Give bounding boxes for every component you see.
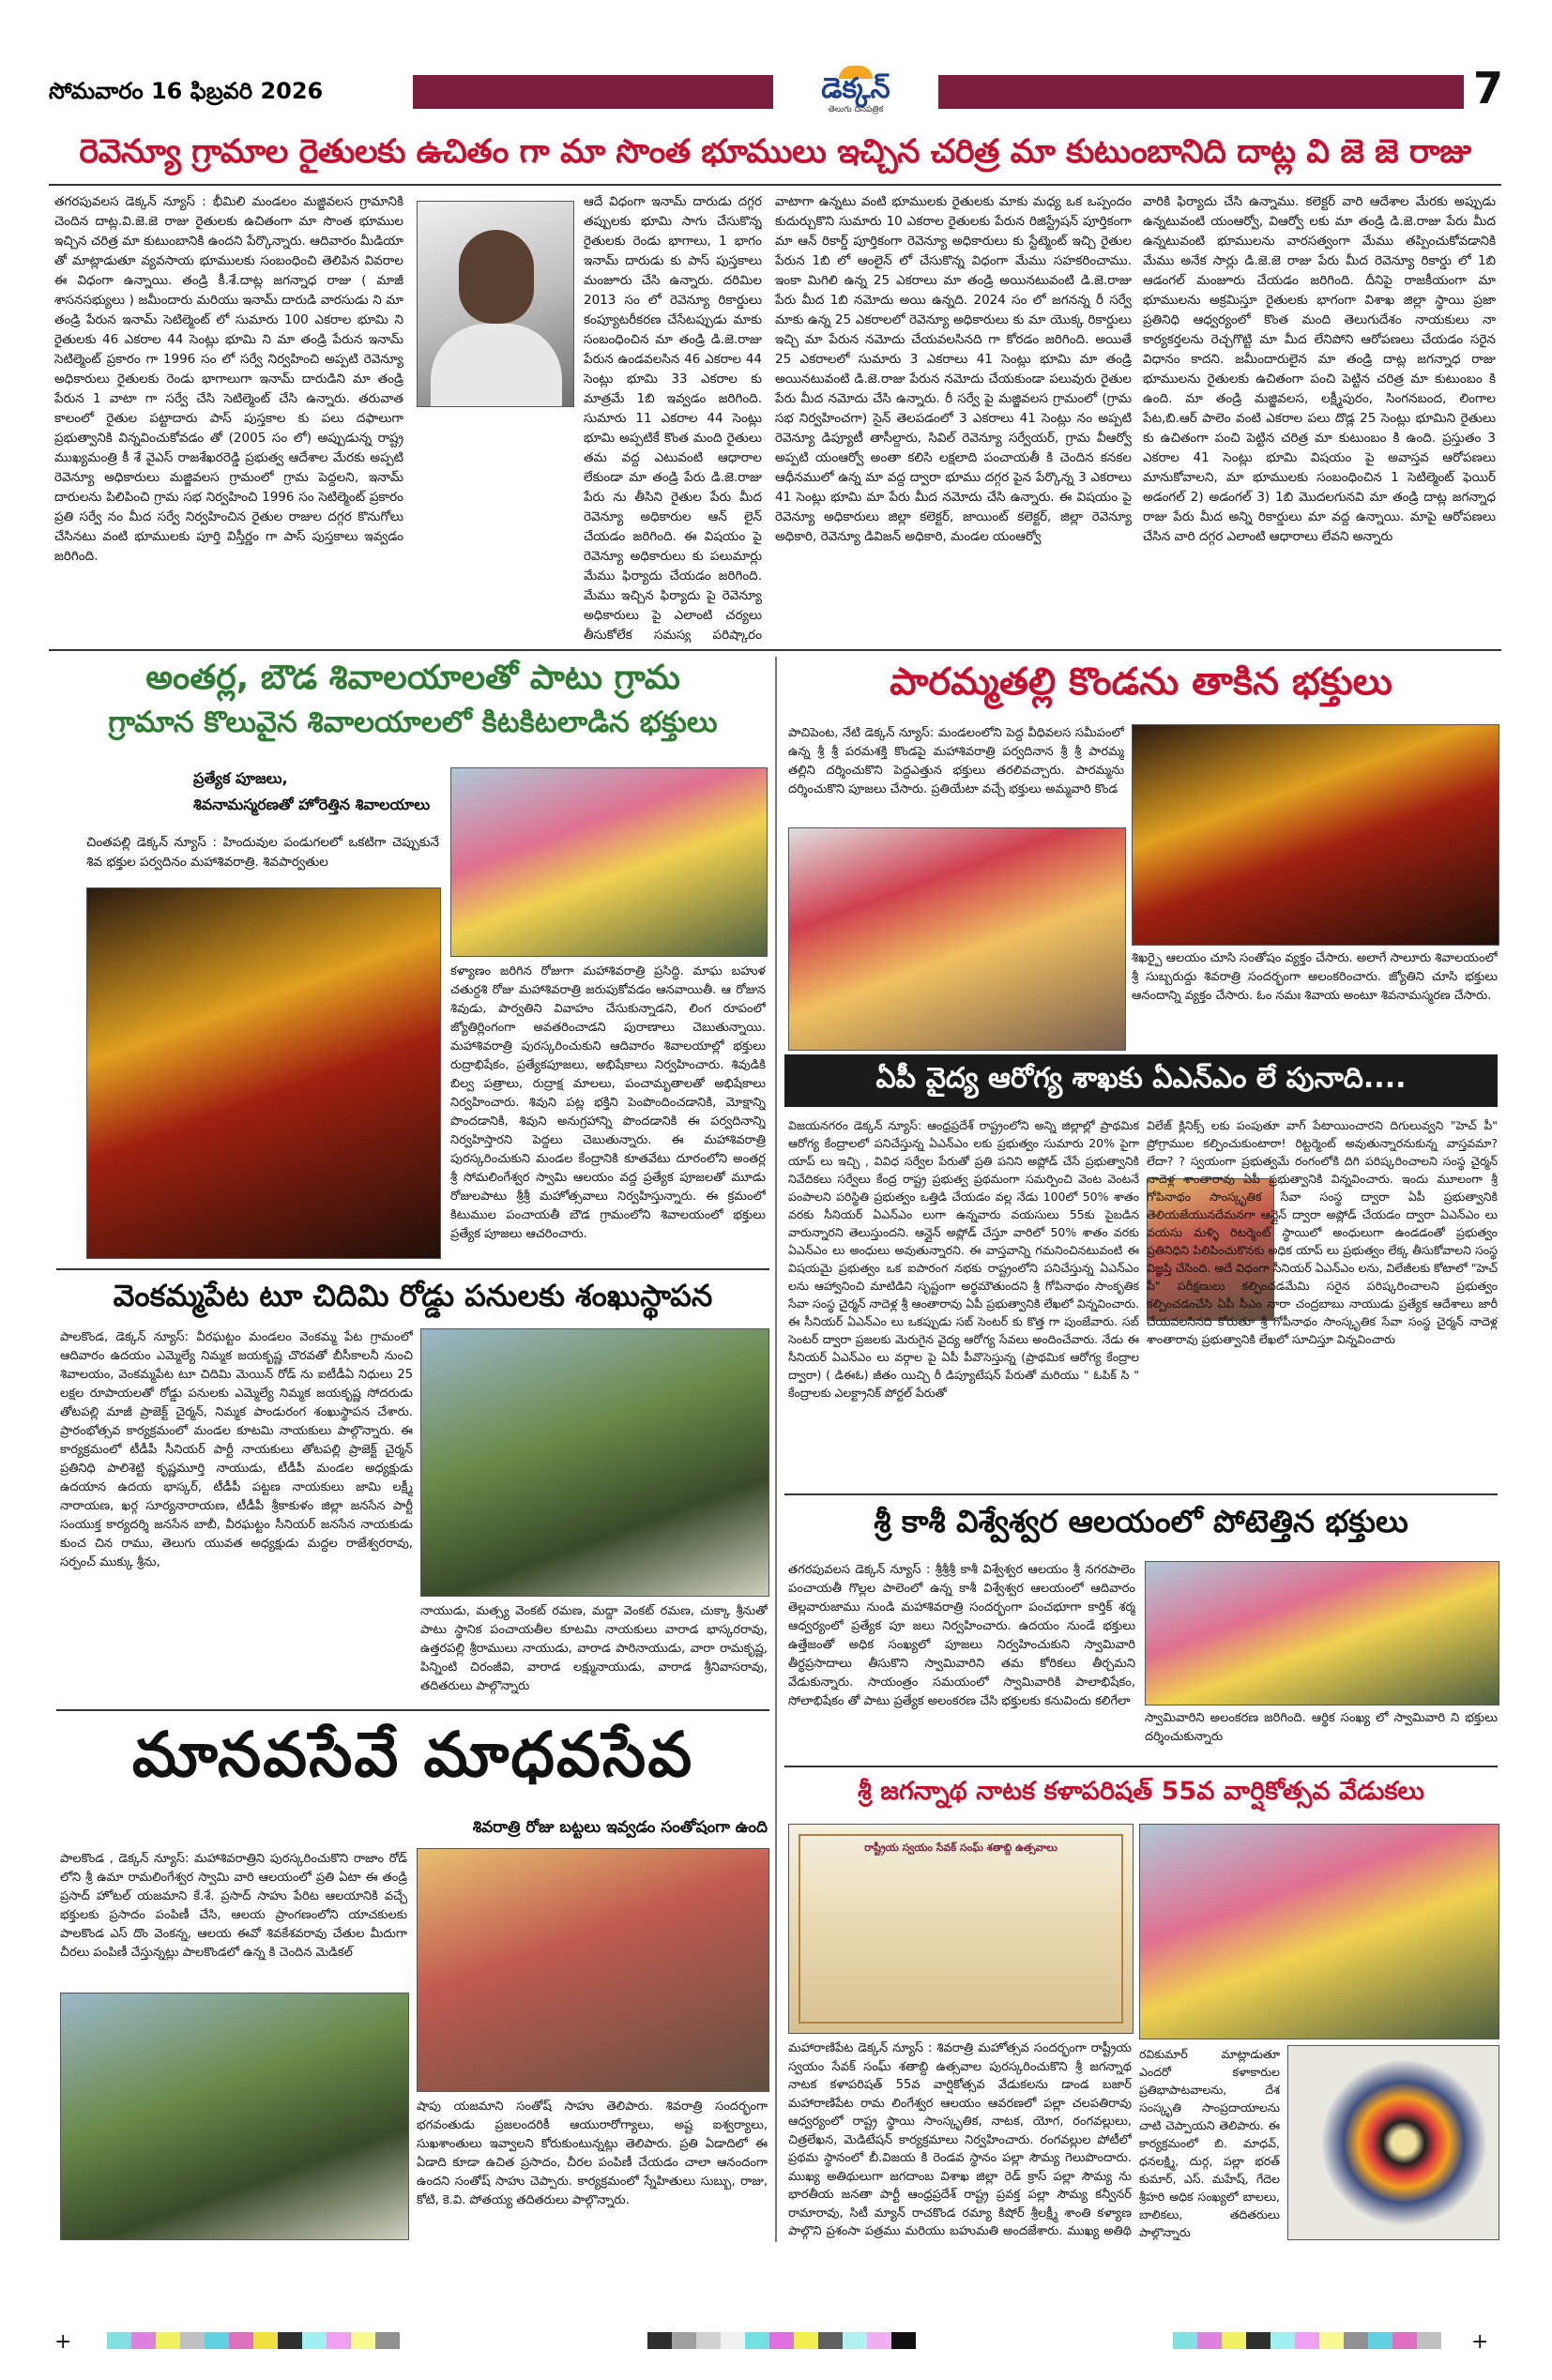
- manava-distribution-photo-2: [60, 1993, 409, 2240]
- lead-portrait-photo: [417, 201, 574, 407]
- lead-rule: [49, 184, 1501, 186]
- venkamma-caption: నాయుడు, మత్స్య వెంకట్ రమణ, మద్దా వెంకట్ రమణ, చుక్కా శ్రీనుతో పాటు స్థానిక పంచాయతీల కూటమి నాయకులు వారాడ భాస్కరరావు, ఉత్తరపల్లి శ్రీరాములు నాయుడు, వారాడ పారినాయుడు, వారా రామకృష్ణ, పిన్నింటి చిరంజీవి, వారాడ లక్ష్మునాయుడు, వారాడ శ్రీనివాసరావు, తదితరులు పాల్గొన్నారు: [420, 1604, 768, 1693]
- kashi-headline: శ్రీ కాశీ విశ్వేశ్వర ఆలయంలో పోటెత్తిన భక్తులు: [874, 1503, 1408, 1539]
- page-number: 7: [1472, 63, 1503, 114]
- portrait-face: [459, 230, 534, 324]
- jagannadha-headline: శ్రీ జగన్నాథ నాటక కళాపరిషత్ 55వ వార్షికోత్సవ వేడుకలు: [858, 1777, 1424, 1806]
- lead-bottom-rule: [49, 649, 1501, 651]
- manava-distribution-photo-1: [417, 1848, 769, 2092]
- manava-caption: షాపు యజమాని సంతోష్ సాహు తెలిపారు. శివరాత్రి సందర్భంగా భగవంతుడు ప్రజలందరికీ ఆయురారోగ్యాలు, అష్ట ఐశ్వర్యాలు, సుఖశాంతులు ఇవ్వాలని కోరుకుంటున్నట్లు తెలిపారు. ప్రతి ఏడాదిలో ఈ ఏడాది కూడా ఉచిత ప్రసాదం, చీరల పంపిణీ చేయడం చాలా ఆనందంగా ఉందని సంతోష్ సాహు చెప్పారు. కార్యక్రమంలో స్నేహితులు సుబ్బు, రాజు, కోటి, కె.వి. పోతయ్య తదితరులు పాల్గొన్నారు.: [417, 2100, 768, 2207]
- kashi-body: తగరపువలస డెక్కన్ న్యూస్ : శ్రీశ్రీశ్రీ కాశీ విశ్వేశ్వర ఆలయం శ్రీ నగరపాలెం పంచాయతీ గొల్లల పాలెంలో ఉన్న కాశీ విశ్వేశ్వర ఆలయంలో ఆదివారం తెల్లవారుజాము నుండి మహాశివరాత్రి సందర్భంగా పంచభూగా కార్తిక్ శర్మ ఆధ్వర్యంలో ప్రత్యేక పూ జలు నిర్వహించారు. ఉదయం నుండే భక్తులు ఉత్తేజంతో అధిక సంఖ్యలో పూజలు నిర్వహించుకుని స్వామివారి తీర్థప్రసాదాలు తీసుకొని స్వామివారిని తమ కోరికలు తీర్చమని వేడుకున్నారు. సాయంత్రం సమయంలో స్వామివారికి పాలాభిషేకం, సోలాభిషేకం తో పాటు ప్రత్యేక అలంకరణ చేసి భక్తులకు కనువిందు కలిగేలా: [788, 1563, 1135, 1708]
- portrait-body: [431, 324, 562, 406]
- kashi-temple-photo: [1145, 1561, 1499, 1705]
- venkamma-headline: వెంకమ్మపేట టూ చిదిమి రోడ్డు పనులకు శంఖుస్థాపన: [113, 1278, 713, 1313]
- jagannadha-body: మహారాణిపేట డెక్కన్ న్యూస్ : శివరాత్రి మహోత్సవ సందర్భంగా రాష్ట్రీయ స్వయం సేవక్ సంఘ్ శతాబ్ది ఉత్సవాల పురస్కరించుకొని శ్రీ జగన్నాథ నాటక కళాపరిషత్ 55వ వార్షికోత్సవ వేడుకలను డాండ బజార్ మహారాణిపేట రామ లింగేశ్వర ఆలయం ఆవరణలో పల్లా చలపతిరావు ఆధ్వర్యంలో రాష్ట్ర స్థాయి సాంస్కృతిక, నాటక, యోగ, రంగవల్లులు, చిత్రలేఖన, మెడిటేషన్ కార్యక్రమాలు నిర్వహించారు. రంగవల్లుల పోటీలో ప్రథమ స్థానంలో బీ.విజయ కి రెండవ స్థానం పల్లా సౌమ్య గెలుపొందారు. ముఖ్య అతిథులుగా జగదాంబ విశాఖ జిల్లా రెడ్ క్రాస్ పల్లా సౌమ్య ను భారతీయ జనతా పార్టీ ఆంధ్రప్రదేశ్ రాష్ట్ర ప్రవక్త పల్లా సౌమ్య కన్వీనర్ రామారావు, సిటీ మ్యాన్ రాచకొండ రమ్యా కిషోర్ శ్రీలక్ష్మీ శాంతి కళ్యాణ పాల్గొని ప్రశంసా పత్రము మరియు బహుమతి అందజేశారు. ముఖ్య అతిథి: [788, 2041, 1132, 2238]
- vaidya-col-2: విలేజ్ క్లినిక్స్ లకు పంపుతూ వాగ్ పేటాయించారని దిగులువ్వని "హెచ్ పీ" ప్రోగ్రాముల కల్పించుకుంటారా! రిట్టర్మెంట్ అవుతున్నారనుకున్న వాస్తవమా?లేదా? ? స్వయంగా ప్రభుత్వమే రంగంలోకి దిగి పరిష్కరించాలని సంస్థ చైర్మన్ నాదెళ్ల శాంతారావు ఏపీ ప్రభుత్వానికి విన్నవించారు. ఇందు మూలంగా శ్రీ గోపినాథం సాంస్కృతిక సేవా సంస్థ ద్వారా ఏపీ ప్రభుత్వానికి తెలియజేయునదేమనగా ఆన్లైన్ ద్వారా అప్లోడ్ చేయడం ద్వారా ఏఎన్ఎం లు వయసు మళ్ళి రిటర్మెంట్ స్థాయిలో అంధులుగా ఉండడంతో ప్రభుత్వం ప్రతినిధిని పిలిపించుకొనకు అధిక యాప్ లు ప్రభుత్వం లేక్క తీసుకోవాలని సంస్థ విజ్ఞప్తి చేసింది. అదే విధంగా సీనియర్ ఏఎన్ఎం లను, విలేజీలకు కోటాలో "హెచ్ పీ" పరీక్షణులు కల్పించడమేమి సరైన పరిష్కరించాలని ప్రభుత్వం కల్పించడంచేసి ఏపీ సీఎం నారా చంద్రబాబు నాయుడు ప్రత్యేక ఆదేశాలు జారీ చేయవలసినది కోరుతూ శ్రీ గోపీనాథం సాంస్కృతిక సేవా సంస్థ చైర్మన్ నాదెళ్ల శాంతారావు ప్రభుత్వానికి లేఖలో సూచిస్తూ విన్నవించారు: [1147, 1118, 1498, 1346]
- jagannadha-rangoli-photo: [1287, 2045, 1499, 2240]
- registration-mark-right: +: [1471, 2330, 1489, 2354]
- parammatalli-body: పాచిపెంట, నేటి డెక్కన్ న్యూస్: మండలంలోని పెద్ద వీధివలస సమీపంలో ఉన్న శ్రీ శ్రీ పరమశక్తి కొండపై మహాశివరాత్రి పర్వదినాన శ్రీ శ్రీ పారమ్మ తల్లిని దర్శించుకొని పెద్దఎత్తున భక్తులు తరలివచ్చారు. పారమ్మను దర్శించుకొని పూజలు చేసారు. ప్రతియేటా వచ్చే భక్తులు అమ్మవారి కొండ: [788, 726, 1124, 796]
- kashi-bottom-rule: [784, 1766, 1498, 1767]
- shiva-bottom-rule: [56, 1268, 769, 1270]
- jagannadha-certificate-photo: [788, 1824, 1134, 2034]
- color-bars-right: [1173, 2332, 1441, 2349]
- logo-text: డెక్కన్: [821, 72, 890, 105]
- venkamma-body: పాలకొండ, డెక్కన్ న్యూస్: వీరఘట్టం మండలం వెంకమ్మ పేట గ్రామంలో ఆదివారం ఉదయం ఎమ్మెల్యే నిమ్మక జయకృష్ణ చొరవతో బీసీకాలనీ నుంచి శివాలయం, వెంకమ్మపేట టూ చిదిమి మెయిన్ రోడ్ ను ఐటీడీఏ నిధులు 25 లక్షల రూపాయలతో రోడ్డు పనులకు ఎమ్మెల్యే నిమ్మక జయకృష్ణ సోదరుడు తోటపల్లి మాజీ ప్రాజెక్ట్ చైర్మన్, నిమ్మక పాండురంగ శంఖుస్థాపన చేశారు. ప్రారంభోత్సవ కార్యక్రమంలో మండల కూటమి నాయకులు పాల్గొన్నారు. ఈ కార్యక్రమంలో టీడీపీ సీనియర్ పార్టీ నాయకులు తోటపల్లి ప్రాజెక్ట్ చైర్మన్ ప్రతినిధి పాలిశెట్టి కృష్ణమూర్తి నాయుడు, టీడీపీ మండల అధ్యక్షుడు ఉదయాన ఉదయ భాస్కర్, టీడీపీ పట్టణ నాయకులు జామి లక్ష్మీ నారాయణ, ఖర్గ సూర్యనారాయణ, టీడీపీ శ్రీకాకుళం జిల్లా జనసేన పార్టీ సంయుక్త కార్యదర్శి జనసేన బాబీ, వీరఘట్టం సీనియర్ జనసేన నాయకుడు కుంచ చిన రాము, తెలుగు యువత అధ్యక్షుడు మద్దల రాజేశ్వరరావు, సర్పంచ్ ముక్కు శ్రీను,: [60, 1330, 413, 1569]
- shiva-headline-2: గ్రామాన కొలువైన శివాలయాలలో కిటకిటలాడిన భక్తులు: [108, 705, 718, 739]
- shiva-body: కళ్యాణం జరిగిన రోజుగా మహాశివరాత్రి ప్రసిద్ధి. మాఘ బహుళ చతుర్దశి రోజు మహాశివరాత్రి జరుపుకోవడం ఆనవాయితీ. ఆ రోజున శివుడు, పార్వతిని వివాహం చేసుకున్నాడని, లింగ రూపంలో జ్యోతిర్లింగంగా అవతరించాడని పురాణాలు చెబుతున్నాయి. మహాశివరాత్రి పురస్కరించుకుని ఆదివారం శివాలయాల్లో భక్తులు రుద్రాభిషేకం, ప్రత్యేకపూజలు, అభిషేకాలు నిర్వహించారు. శివుడికి బిల్వ పత్రాలు, రుద్రాక్ష మాలలు, పంచామృతాలతో అభిషేకాలు నిర్వహించారు. శివుని పట్ల భక్తిని పెంపొందించడానికి, మోక్షాన్ని పొందడానికి, శివుని అనుగ్రహాన్ని పొందడానికి ఈ పర్వదినాన్ని నిర్వహిస్తారని పెద్దలు చెబుతున్నారు. ఈ మహాశివరాత్రి పురస్కరించుకుని మండల కేంద్రానికి కూతవేటు దూరంలోని అంతర్ల శ్రీ సోమలింగేశ్వర స్వామి ఆలయం వద్ద ప్రత్యేక పూజలతో మూడు రోజులపాటు శ్రీశ్రీ మహోత్సవాలు నిర్వహిస్తున్నారు. ఈ క్రమంలో కిటుముల పంచాయతీ బౌడ గ్రామంలోని శివాలయంలో భక్తులు ప్రత్యేక పూజలు ఆచరించారు.: [450, 964, 766, 1241]
- logo-tagline: తెలుగు దినపత్రిక: [828, 105, 884, 114]
- lead-col-4: వారికి ఫిర్యాదు చేసి ఉన్నాము. కలెక్టర్ వారి ఆదేశాల మేరకు అప్పుడు ఉన్నటువంటి యంఆర్వో, విఆర్వో లకు మా తండ్రి డి.జె.రాజు పేరు మీద ఉన్నటువంటి భూములను వారసత్వంగా మేము తప్పించుకోవడానికి మేము అనేక సార్లు డి.జె.జె రాజు పేరు మీద రెవెన్యూ రికార్డు లో 1బి ఆడంగల్ మంజూరు చేయడం జరిగింది. దీనిపై రాజకీయంగా మా భూములను అక్రమిస్తూ రైతులకు భాగంగా విశాఖ జిల్లా స్థాయి ప్రజా ప్రతినిధి ఆధ్వర్యంలో కొంత మంది తెలుగుదేశం నాయకులు నా కార్యకర్తలను రెచ్చగొట్టి మా మీద లేనిపోని ఆరోపణలు చేయడం సరైన విధానం కాదని. జమీందారులైన మా తండ్రి దాట్ల జగన్నాధ రాజు భూములను రైతులకు ఉచితంగా పంచి పెట్టిన చరిత్ర మా కుటుంబం కి ఉంది. మా తండ్రి మజ్జివలస, లక్ష్మీపురం, సింగనబంద, లింగాల పేట,బి.ఆర్ పాలెం వంటి ఎకరాల పలు దొడ్ల 25 సెంట్లు భూమిని రైతులు కు ఉచితంగా పంచి పెట్టిన చరిత్ర మా కుటుంబం కి ఉంది. ప్రస్తుతం 3 ఎకరాల 41 సెంట్లు భూమి విషయం పై అవాస్తవ ఆరోపణలు మానుకోవాలని, మా భూములకు సంబంధించిన 1 సెటిల్మెంట్ ఫెయిర్ అడంగల్ 2) అడంగల్ 3) 1బి మొదలగునవి మా తండ్రి దాట్ల జగన్నాధ రాజు పేరు మీద అన్ని రికార్డులు మా వద్ద ఉన్నాయి. మాపై ఆరోపణలు చేసిన వారి దగ్గర ఎలాంటి ఆధారాలు లేవని అన్నారు: [1143, 194, 1496, 544]
- jagannadha-col-2: రవికుమార్ మాట్లాడుతూ ఎందరో కళాకారుల ప్రతిభాపాటవాలను, దేశ సంస్కృతి సాంప్రదాయాలను చాటి చెప్పాయని తెలిపారు. ఈ కార్యక్రమంలో బి. మాధవ్, ధనలక్ష్మి, దుర్గ, పల్లా భరత్ కుమార్, ఎస్. మహేష్, గేదెల శ్రీహరి అధిక సంఖ్యలో బాలలు, బాలికలు, తదితరులు పాల్గొన్నారు: [1139, 2047, 1280, 2239]
- shiva-sub-1: ప్రత్యేక పూజలు,: [193, 769, 288, 787]
- lead-col-3: వాటాగా ఉన్నటు వంటి భూములకు రైతులకు మాకు మధ్య ఒక ఒప్పందం కుదుర్చుకొని సుమారు 10 ఎకరాల రైతులకు పేరున రిజిస్ట్రేషన్ పూర్తికంగా మా ఆన్ రికార్డ్ పూర్తికంగా రెవెన్యూ అధికారులు కు స్టేట్మెంట్ ఇచ్చి రైతుల పేరున 1బి లో ఆంలైన్ లో చేసుకొన్న విధంగా మేము సహకరించాము. ఇంకా మిగిలి ఉన్న 25 ఎకరాలు మా తండ్రి అయినటువంటి డి.జె.రాజు పేరు మీద 1బి నమోదు అయి ఉన్నది. 2024 సం లో జగనన్న రీ సర్వే మాకు ఉన్న 25 ఎకరాలలో రెవెన్యూ అధికారులు కు మా యొక్క రికార్డులు ఇచ్చి మా పేరున నమోదు చేయవలసినది గా కోరడం జరిగింది. అయితే 25 ఎకరాలలో సుమారు 3 ఎకరాలు 41 సెంట్లు భూమి మా తండ్రి అయినటువంటి డి.జె.రాజు పేరున నమోదు చేయకుండా పలువురు రైతుల పేరు మీద నమోదు చేసి ఉన్నారు. రీ సర్వే పై మజ్జివలస గ్రామంలో (గ్రామ సభ నిర్వహించగా) సైన్ తెలపడంలో 3 ఎకరాలు 41 సెంట్లు నం అప్పటి రెవెన్యూ డిప్యూటీ తాసీల్దారు, సివిల్ రెవెన్యూ సర్వేయర్, గ్రామ వీఆర్వో అప్పటి యంఆర్వో అంతా కలిసి లక్షలాది పంచాయతీ కి చెందిన కనకల ఆధీనములో ఉన్న మా వద్ద ద్వారా భూము దగ్గర పైన పేర్కొన్న 3 ఎకరాలు 41 సెంట్లు భూమి మా పేరు మీద నమోదు చేసి ఉన్నారు. ఈ విషయం పై రెవెన్యూ అధికారులు జిల్లా కలెక్టర్, జాయింట్ కలెక్టర్, జిల్లా రెవెన్యూ అధికారి, రెవెన్యూ డివిజన్ అధికారి, మండల యంఆర్వో: [775, 194, 1132, 544]
- manava-sub: శివరాత్రి రోజు బట్టలు ఇవ్వడం సంతోషంగా ఉంది: [472, 1818, 768, 1837]
- vaidya-bottom-rule: [784, 1493, 1498, 1495]
- parammatalli-temple-photo: [788, 827, 1126, 1051]
- manava-body: పాలకొండ , డెక్కన్ న్యూస్: మహాశివరాత్రిని పురస్కరించుకొని రాజాం రోడ్ లోని శ్రీ ఉమా రామలింగేశ్వర స్వామి వారి ఆలయంలో ప్రతి ఏటా ఈ తండ్రి ప్రసాద్ హోటల్ యజమాని కే.శే. ప్రసాద్ సాహు పేరిట ఆలయానికి వచ్చే భక్తులకు ప్రసాదం పంపిణీ చేసి, ఆలయ ప్రాంగణంలోని యాచకులకు పాలకొండ ఎస్ దొం వెంకన్న, ఆలయ ఈవో శివకేశవరావు చేతుల మీదుగా చీరలు పంపిణీ చేస్తున్నట్లు పాలకొండలో ఉన్న కి చెందిన మెడికల్: [60, 1852, 407, 1960]
- lead-col-2: ఆదే విధంగా ఇనామ్ దారుడు దగ్గర తప్పులకు భూమి సాగు చేసుకొన్న రైతులకు రెండు భాగాలు, 1 భాగం ఇనామ్ దారుడు కు పాస్ పుస్తకాలు మంజూరు చేసి ఉన్నారు. దరిమిల 2013 సం లో రెవెన్యూ రికార్డులు కంప్యూటరీకరణ చేసేటప్పుడు మాకు సంబంధించిన మా తండ్రి డి.జె.రాజు పేరున ఉండవలసిన 46 ఎకరాల 44 సెంట్లు భూమి 33 ఎకరాల కు మాత్రమే 1బి ఇవ్వడం జరిగింది. సుమారు 11 ఎకరాల 44 సెంట్లు భూమి అప్పటికే కొంత మంది రైతులు తమ వద్ద ఎటువంటి ఆధారాల లేకుండా మా తండ్రి పేరు డి.జె.రాజు పేరు ను తీసిని రైతుల పేరు మీద రెవెన్యూ అధికారుల ఆన్ లైన్ చేయడం జరిగింది. ఈ విషయం పై రెవెన్యూ అధికారులు కు పలుమార్లు మేము ఫిర్యాదు చేయడం జరిగింది. మేము ఇచ్చిన ఫిర్యాదు పై రెవెన్యూ అధికారులు పై ఎలాంటి చర్యలు తీసుకోలేక సమస్య పరిష్కారం: [584, 194, 762, 643]
- shiva-sub-2: శివనామస్మరణతో హోరెత్తిన శివాలయాలు: [193, 796, 431, 813]
- vaidya-headline: ఏపీ వైద్య ఆరోగ్య శాఖకు ఏఎన్ఎం లే పునాది....: [875, 1062, 1407, 1095]
- masthead-bar-left: [413, 75, 773, 109]
- shiva-devotees-photo: [450, 767, 768, 957]
- venkamma-foundation-photo: [420, 1328, 769, 1597]
- parammatalli-caption: శిఖర్పై ఆలయం చూసి సంతోషం వ్యక్తం చేసారు. అలాగే సాలూరు శివాలయంలో శ్రీ సుబ్బరుద్దు శివరాత్రి సందర్భంగా అలంకరించారు. జ్యోతిని చూసి భక్తులు ఆనందాన్ని వ్యక్తం చేసారు. ఓం నమః శివాయ అంటూ శివనామస్మరణ చేసారు.: [1132, 951, 1498, 1003]
- color-bars-center: [647, 2332, 916, 2349]
- shiva-headline-1: అంతర్ల, బౌడ శివాలయాలతో పాటు గ్రామ: [145, 659, 680, 697]
- lead-col-1: తగరపువలస డెక్కన్ న్యూస్ : భీమిలి మండలం మజ్జివలస గ్రామానికి చెందిన దాట్ల.వి.జె.జె రాజు రైతులకు ఉచితంగా మా సొంత భూముల ఇచ్చిన చరిత్ర మా కుటుంబానికి ఉందని పేర్కొన్నారు. ఆదివారం మీడియా తో మాట్లాడుతూ వ్యవసాయ భూములకు సంబంధించి తెలిపిన వివరాల ఈ విధంగా ఉన్నాయి. తండ్రి కీ.శే.దాట్ల జగన్నాధ రాజు ( మాజీ శాసనసభ్యులు ) జమీందారు మరియు ఇనామ్ దారుడి వారసుడు ని మా తండ్రి పేరున ఇనామ్ సెటిల్మెంట్ లో సుమారు 100 ఎకరాల భూమి ని రైతులకు 46 ఎకరాల 44 సెంట్లు భూమి ని మా తండ్రి పేరున ఇనామ్ సెటిల్మెంట్ ప్రకారం గా 1996 సం లో సర్వే నిర్వహించి అప్పటి రెవెన్యూ అధికారులు రైతులకు రెండు భాగాలుగా ఇనామ్ దారుడిని మా తండ్రి పేరున 1 వాటా గా సర్వే చేసి సెటిల్మెంట్ చేసి ఉన్నారు. తరువాత కాలంలో రైతుల పట్టాదారు పాస్ పుస్తకాల కు పలు దఫాలుగా ప్రభుత్వానికి విన్నవించుకోవడం తో (2005 సం లో) అప్పుడున్న రాష్ట్ర ముఖ్యమంత్రి కీ శే వైఎస్ రాజశేఖరరెడ్డి ప్రభుత్వ ఆదేశాల మేరకు అప్పటి రెవెన్యూ అధికారులు మజ్జివలస గ్రామంలో గ్రామ పెద్దలని, ఇనామ్ దారులను పిలిపించి గ్రామ సభ నిర్వహించి 1996 సం సెటిల్మెంట్ ప్రకారం ప్రతి సర్వే నం మీద సర్వే నిర్వహించిన రైతుల రాజుల దగ్గర కొనుగోలు చేసినటు వంటి భూములకు పూర్తి విస్తీర్ణం గా పాస్ పుస్తకాలు ఇవ్వడం జరిగింది.: [54, 194, 403, 564]
- vaidya-col-1: విజయనగరం డెక్కన్ న్యూస్: ఆంధ్రప్రదేశ్ రాష్ట్రంలోని అన్ని జిల్లాల్లో ప్రాథమిక ఆరోగ్య కేంద్రాలలో పనిచేస్తున్న ఏఎన్ఎం లకు ప్రభుత్వం సుమారు 20% పైగా యాప్ లు ఇచ్చి , వివిధ సర్వేల పేరుతో ప్రతి పనిని అప్లోడ్ చేసే ప్రభుత్వానికి నివేదికలు సర్వేలు కేంద్ర రాష్ట్ర ప్రభుత్వ ప్రథమంగా సమర్పించి వెంట వెంటనే పంపాలని పరిస్థితి ప్రభుత్వం ఒత్తిడి చేయడం వల్ల నేడు 100లో 50% శాతం వరకు సీనియర్ ఏఎన్ఎం లుగా ఉన్నవారు వయసులు 55కు పైబడిన వారున్నారని తెలుస్తుందని. ఆన్లైన్ అప్లోడ్ చేస్తూ వారిలో 50% శాతం వరకు ఏఎన్ఎం లు అంధులు అవుతున్నారని. ఈ వాస్తవాన్ని గమనించినటువంటి ఈ విషయమై ప్రభుత్వం ఒక ఐపారంగ నభకు రాష్ట్రంలోని పనిచేస్తున్న ఏఎన్ఎం లను ఆహ్వానించి మాటిడిని సృష్టంగా అర్థమౌతుందని శ్రీ గోపినాథం సాంకృతిక సేవా సంస్థ చైర్మన్ నాదెళ్ల శ్రీ ఆంతారావు ఏపీ ప్రభుత్వానికి లేఖలో విన్నవించారు. ఈ సీనియర్ ఏఎన్ఎం లు ఒకప్పుడు సబ్ సెంటర్ కు కొత్త గా పుంజేవారు. సబ్ సెంటర్ ద్వారా ప్రజలకు మెరుగైన వైద్య ఆరోగ్య సేవలు అందించేవారు. నేడు ఈ సీనియర్ ఏఎన్ఎం లు వర్గాల పై ఏపీ పీవొసెస్తున్న (ప్రాథమిక ఆరోగ్య కేంద్రాల ద్వారా) ( డిఈఓ) జీతం యిచ్చి రీ డిప్యూటేషన్ పేరుతో మరియు " ఓపిక్ సి " కేంద్రాలకు ఎలక్ట్రానిక్ పోర్టల్ పేరుతో: [788, 1118, 1139, 1400]
- certificate-title: రాష్ట్రీయ స్వయం సేవక్ సంఘ్ శతాబ్ది ఉత్సవాలు: [864, 1842, 1057, 1854]
- column-divider: [775, 657, 777, 2242]
- color-bars-left: [107, 2332, 400, 2349]
- kashi-caption: స్వామివారిని అలంకరణ జరిగింది. ఆర్థిక సంఖ్య లో స్వామివారి ని భక్తులు దర్శించుకున్నారు: [1145, 1711, 1498, 1744]
- parammatalli-deity-photo: [1132, 724, 1499, 946]
- jagannadha-group-photo: [1139, 1824, 1499, 2039]
- registration-mark-left: +: [54, 2330, 72, 2354]
- shiva-lingam-photo: [86, 887, 441, 1259]
- certificate-border: [799, 1834, 1123, 2024]
- lead-headline: రెవెన్యూ గ్రామాల రైతులకు ఉచితం గా మా సొంత భూములు ఇచ్చిన చరిత్ర మా కుటుంబానిది దాట్ల వి జె జె రాజు: [79, 133, 1471, 171]
- masthead-date: సోమవారం 16 ఫిబ్రవరి 2026: [49, 78, 324, 104]
- manava-headline: మానవసేవే మాధవసేవ: [131, 1719, 694, 1791]
- masthead-bar-right: [938, 75, 1464, 109]
- venkamma-bottom-rule: [56, 1709, 769, 1711]
- shiva-intro: చింతపల్లి డెక్కన్ న్యూస్ : హిందువుల పండుగలలో ఒకటిగా చెప్పుకునే శివ భక్తుల పర్వదినం మహాశివరాత్రి. శివపార్వతుల: [86, 835, 439, 870]
- masthead-logo: [790, 66, 921, 114]
- parammatalli-headline: పారమ్మతల్లి కొండను తాకిన భక్తులు: [890, 660, 1392, 704]
- masthead: [49, 63, 1503, 114]
